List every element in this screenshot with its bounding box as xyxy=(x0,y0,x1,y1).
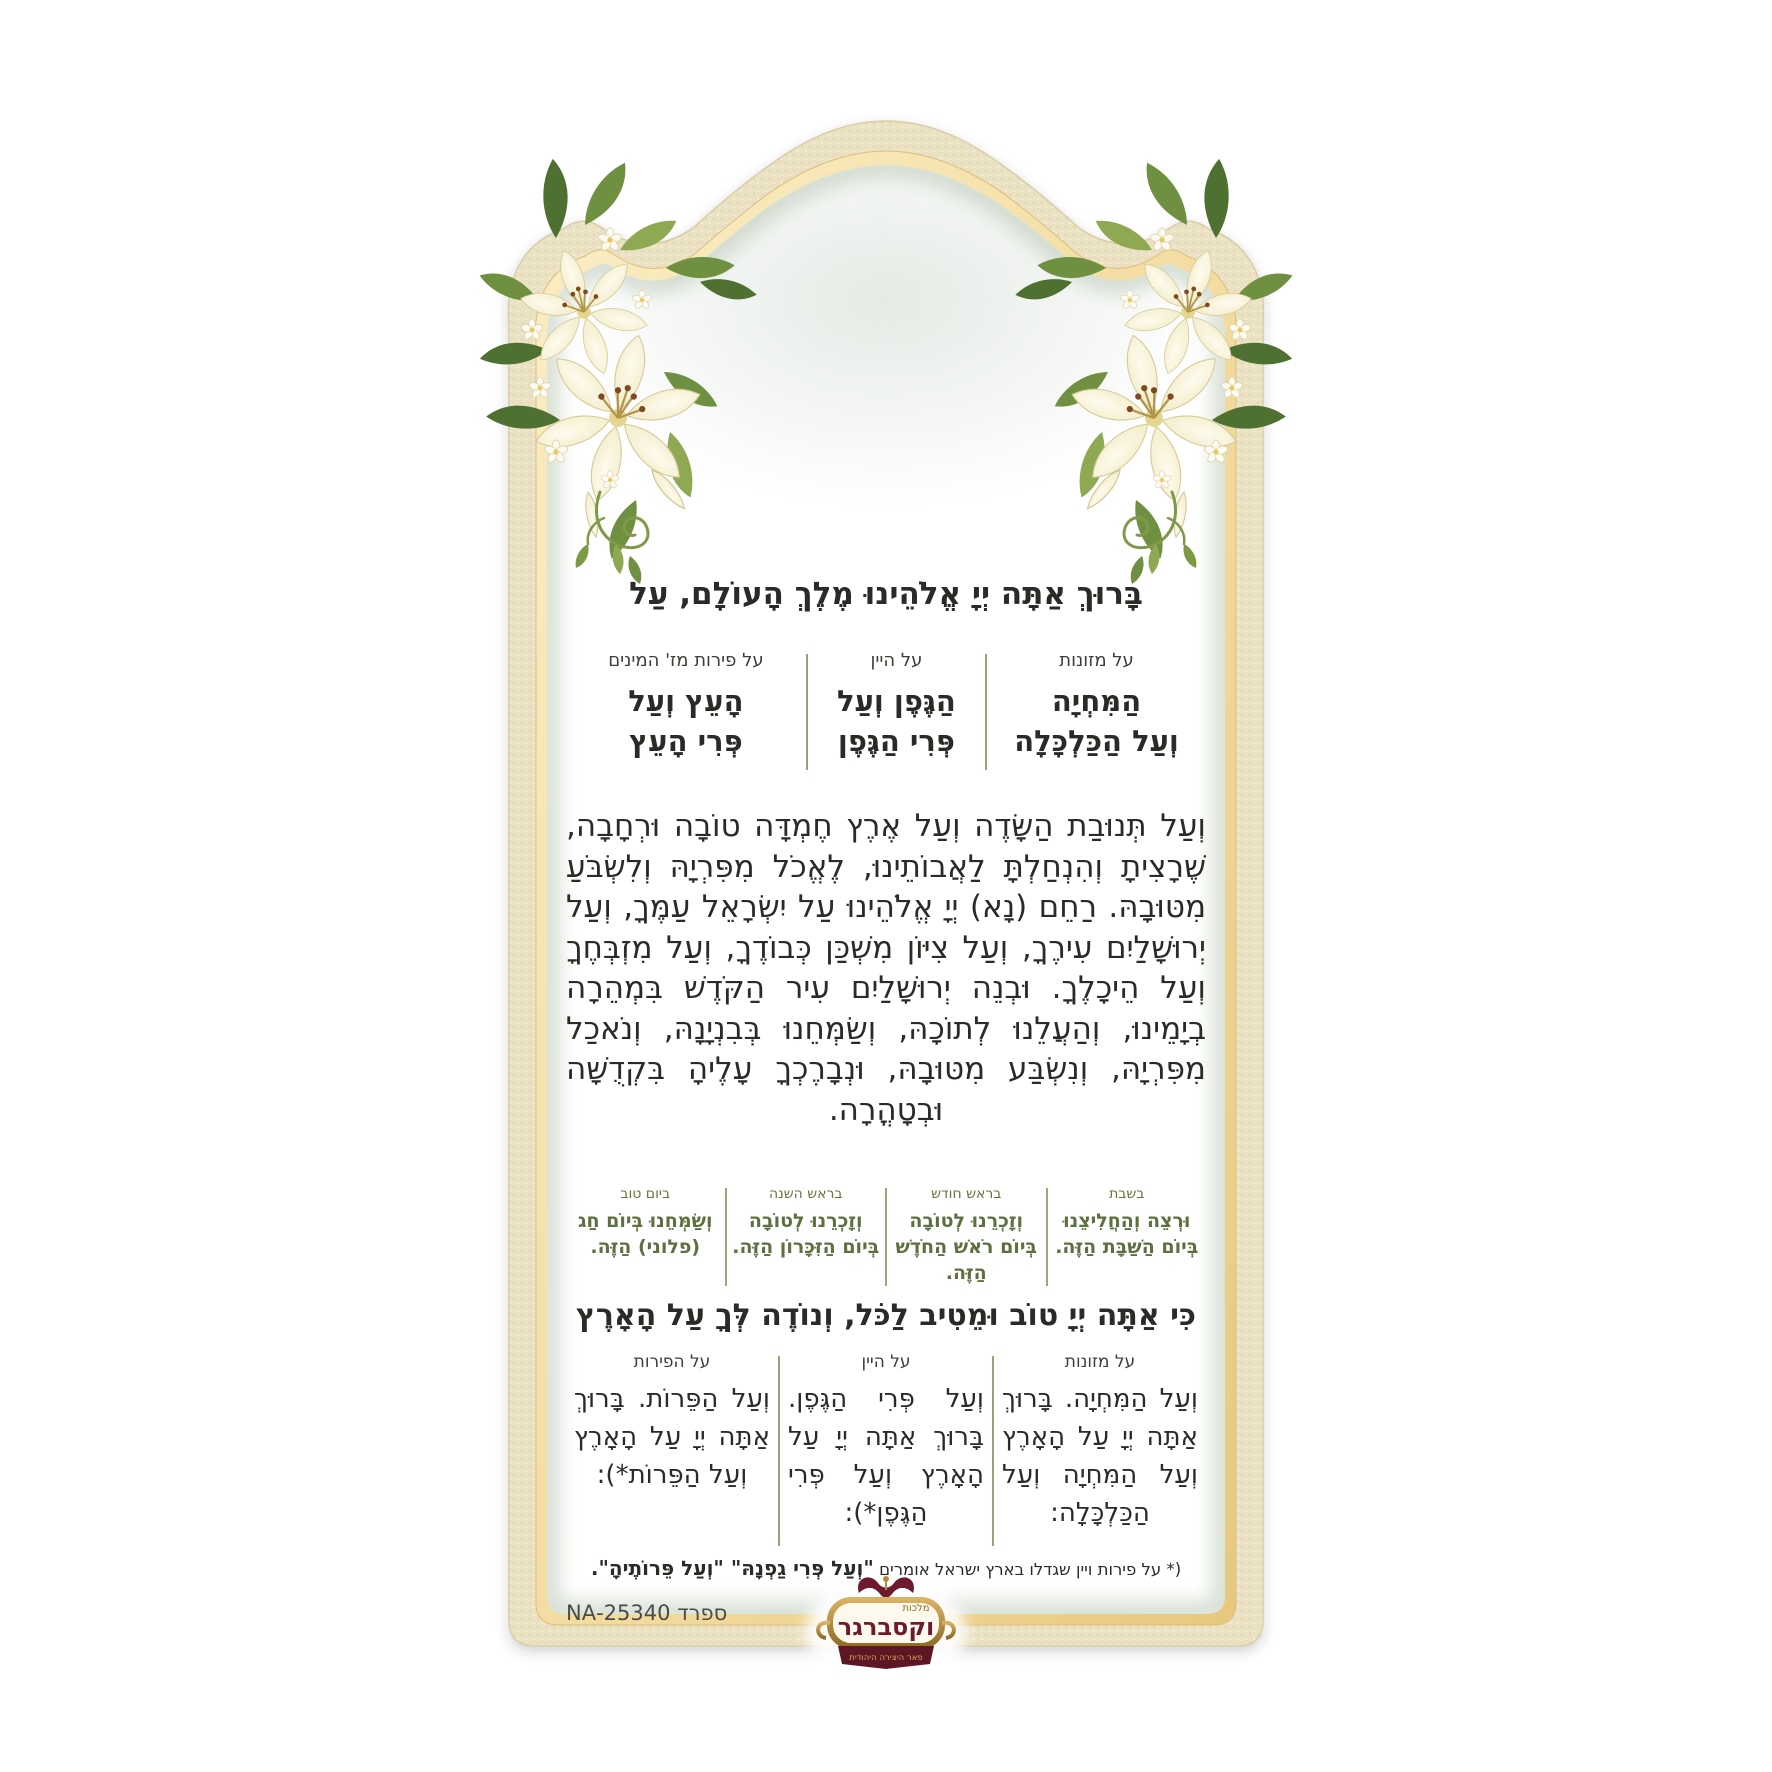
occasion-shabbat xyxy=(1048,1186,1207,1260)
occasion-shabbat-header: בשבת xyxy=(1109,1186,1145,1202)
closing-blessing-line: כִּי אַתָּה יְיָ טוֹב וּמֵטִיב לַכֹּל, וְנוֹדֶה לְּךָ עַל הָאָרֶץ xyxy=(576,1298,1196,1333)
occasion-yom-tov-text: וְשַׂמְּחֵנוּ בְּיוֹם חַג (פלוני) הַזֶּה. xyxy=(577,1210,713,1258)
main-blessing-paragraph: וְעַל תְּנוּבַת הַשָּׂדֶה וְעַל אֶרֶץ חֶמְדָּה טוֹבָה וּרְחָבָה, שֶׁרָצִיתָ וְהִנְחַלְתָּ לַאֲבוֹתֵינוּ, לֶאֱכֹל מִפִּרְיָהּ וְלִשְׂבֹּעַ מִטּוּבָהּ. רַחֵם (נָא) יְיָ אֱלֹהֵינוּ עַל יִשְׂרָאֵל עַמֶּךָ, וְעַל יְרוּשָׁלַיִם עִירֶךָ, וְעַל צִיּוֹן מִשְׁכַּן כְּבוֹדֶךָ, וְעַל מִזְבְּחֶךָ וְעַל הֵיכָלֶךָ. וּבְנֵה יְרוּשָׁלַיִם עִיר הַקֹּדֶשׁ בִּמְהֵרָה בְיָמֵינוּ, וְהַעֲלֵנוּ לְתוֹכָהּ, וְשַׂמְּחֵנוּ בְּבִנְיָנָהּ, וְנֹאכַל מִפִּרְיָהּ, וְנִשְׂבַּע מִטּוּבָהּ, וּנְבָרֶכְךָ עָלֶיהָ בִּקְדֻשָּׁה וּבְטָהֳרָה. xyxy=(566,808,1206,1128)
catalog-number: ספרד 25340-NA xyxy=(566,1601,728,1625)
conclusion-wine xyxy=(780,1352,992,1532)
column-divider xyxy=(1046,1188,1048,1286)
column-divider xyxy=(992,1356,994,1546)
conclusion-wine-header: על היין xyxy=(861,1352,911,1372)
blessing-text-area xyxy=(566,0,1206,1772)
conclusion-wine-text: וְעַל פְּרִי הַגֶּפֶן. בָּרוּךְ אַתָּה יְיָ עַל הָאָרֶץ וְעַל פְּרִי הַגֶּפֶן*): xyxy=(788,1384,984,1528)
column-wine xyxy=(808,650,985,761)
column-fruits-line2: פְּרִי הָעֵץ xyxy=(629,724,743,758)
occasion-yom-tov-header: ביום טוב xyxy=(620,1186,671,1202)
occasion-rosh-chodesh xyxy=(887,1186,1046,1286)
column-mezonot xyxy=(987,650,1206,761)
logo-tagline: פאר היצירה היהודית xyxy=(849,1653,923,1663)
concluding-columns xyxy=(566,1352,1206,1546)
column-wine-header: על היין xyxy=(870,650,923,671)
footnote-text: על פירות ויין שגדלו בארץ ישראל אומרים xyxy=(879,1560,1162,1579)
footnote-quoted: "וְעַל פְּרִי גַפְנָהּ" "וְעַל פֵּרוֹתֶיהָ". xyxy=(590,1556,874,1580)
column-divider xyxy=(725,1188,727,1286)
occasion-rosh-chodesh-text: וְזָכְרֵנוּ לְטוֹבָה בְּיוֹם רֹאשׁ הַחֹדֶשׁ הַזֶּה. xyxy=(895,1210,1038,1284)
occasion-rosh-hashana-text: וְזָכְרֵנוּ לְטוֹבָה בְּיוֹם הַזִּכָּרוֹן הַזֶּה. xyxy=(732,1210,880,1258)
blessing-opening-line: בָּרוּךְ אַתָּה יְיָ אֱלֹהֵינוּ מֶלֶךְ הָעוֹלָם, עַל xyxy=(629,576,1143,612)
column-divider xyxy=(885,1188,887,1286)
column-mezonot-header: על מזונות xyxy=(1059,650,1134,671)
conclusion-fruits xyxy=(566,1352,778,1494)
column-divider xyxy=(778,1356,780,1546)
food-type-columns xyxy=(566,650,1206,770)
occasion-shabbat-text: וּרְצֵה וְהַחֲלִיצֵנוּ בְּיוֹם הַשַּׁבָּת הַזֶּה. xyxy=(1055,1210,1199,1258)
conclusion-mezonot xyxy=(994,1352,1206,1532)
column-divider xyxy=(985,654,987,770)
column-wine-line1: הַגֶּפֶן וְעַל xyxy=(837,684,956,718)
conclusion-fruits-header: על הפירות xyxy=(633,1352,711,1372)
logo-brand: וקסברגר xyxy=(837,1613,935,1641)
occasion-yom-tov xyxy=(566,1186,725,1260)
column-divider xyxy=(806,654,808,770)
column-mezonot-line2: וְעַל הַכַּלְכָּלָה xyxy=(1014,724,1179,758)
conclusion-mezonot-text: וְעַל הַמִּחְיָה. בָּרוּךְ אַתָּה יְיָ עַל הָאָרֶץ וְעַל הַמִּחְיָה וְעַל הַכַּלְכָּלָה: xyxy=(1002,1384,1198,1528)
conclusion-mezonot-header: על מזונות xyxy=(1064,1352,1136,1372)
column-fruits-header: על פירות מז' המינים xyxy=(608,650,764,671)
footnote xyxy=(566,1556,1206,1580)
occasion-insertion-columns xyxy=(566,1186,1206,1286)
column-wine-line2: פְּרִי הַגֶּפֶן xyxy=(837,724,955,758)
occasion-rosh-hashana-header: בראש השנה xyxy=(768,1186,843,1202)
occasion-rosh-chodesh-header: בראש חודש xyxy=(931,1186,1002,1202)
logo-crown-label: מלכות xyxy=(902,1603,930,1614)
column-fruits-line1: הָעֵץ וְעַל xyxy=(628,684,744,718)
column-mezonot-line1: הַמִּחְיָה xyxy=(1051,684,1142,718)
column-fruits xyxy=(566,650,806,761)
conclusion-fruits-text: וְעַל הַפֵּרוֹת. בָּרוּךְ אַתָּה יְיָ עַל הָאָרֶץ וְעַל הַפֵּרוֹת*): xyxy=(574,1384,770,1490)
footnote-marker: *) xyxy=(1166,1560,1182,1579)
occasion-rosh-hashana xyxy=(727,1186,886,1260)
